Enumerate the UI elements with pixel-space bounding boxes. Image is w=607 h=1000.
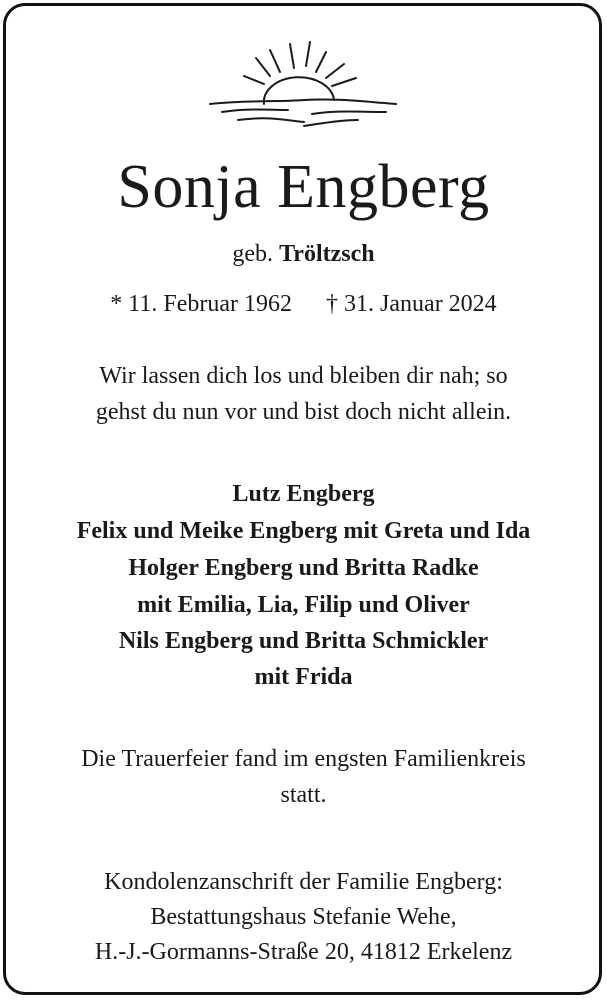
life-dates [0, 287, 607, 321]
funeral-notice-line-1: Die Trauerfeier fand im engsten Familienkreis [81, 746, 526, 772]
family-line-2: Felix und Meike Engberg mit Greta und Ida [76, 518, 531, 544]
family-line-5: Nils Engberg und Britta Schmickler [118, 628, 489, 654]
rising-sun-icon [208, 40, 398, 132]
birth-name-value: Tröltzsch [279, 241, 375, 267]
quote-line-1: Wir lassen dich los und bleiben dir nah; so [99, 363, 508, 389]
family-line-6: mit Frida [254, 664, 353, 690]
condolence-heading: Kondolenzanschrift der Familie Engberg: [104, 869, 503, 895]
funeral-notice-line-2: statt. [280, 782, 327, 808]
birth-name [0, 238, 607, 270]
death-date: † 31. Januar 2024 [326, 291, 497, 317]
family-line-1: Lutz Engberg [232, 481, 375, 507]
family-line-4: mit Emilia, Lia, Filip und Oliver [137, 592, 470, 618]
condolence-address: H.-J.-Gormanns-Straße 20, 41812 Erkelenz [94, 939, 513, 965]
family-line-3: Holger Engberg und Britta Radke [128, 555, 479, 581]
condolence-funeral-home: Bestattungshaus Stefanie Wehe, [150, 904, 457, 930]
deceased-name: Sonja Engberg [117, 153, 490, 221]
birth-date: * 11. Februar 1962 [110, 291, 293, 317]
birth-name-prefix: geb. [232, 241, 274, 267]
quote-line-2: gehst du nun vor und bist doch nicht allein. [95, 399, 512, 425]
